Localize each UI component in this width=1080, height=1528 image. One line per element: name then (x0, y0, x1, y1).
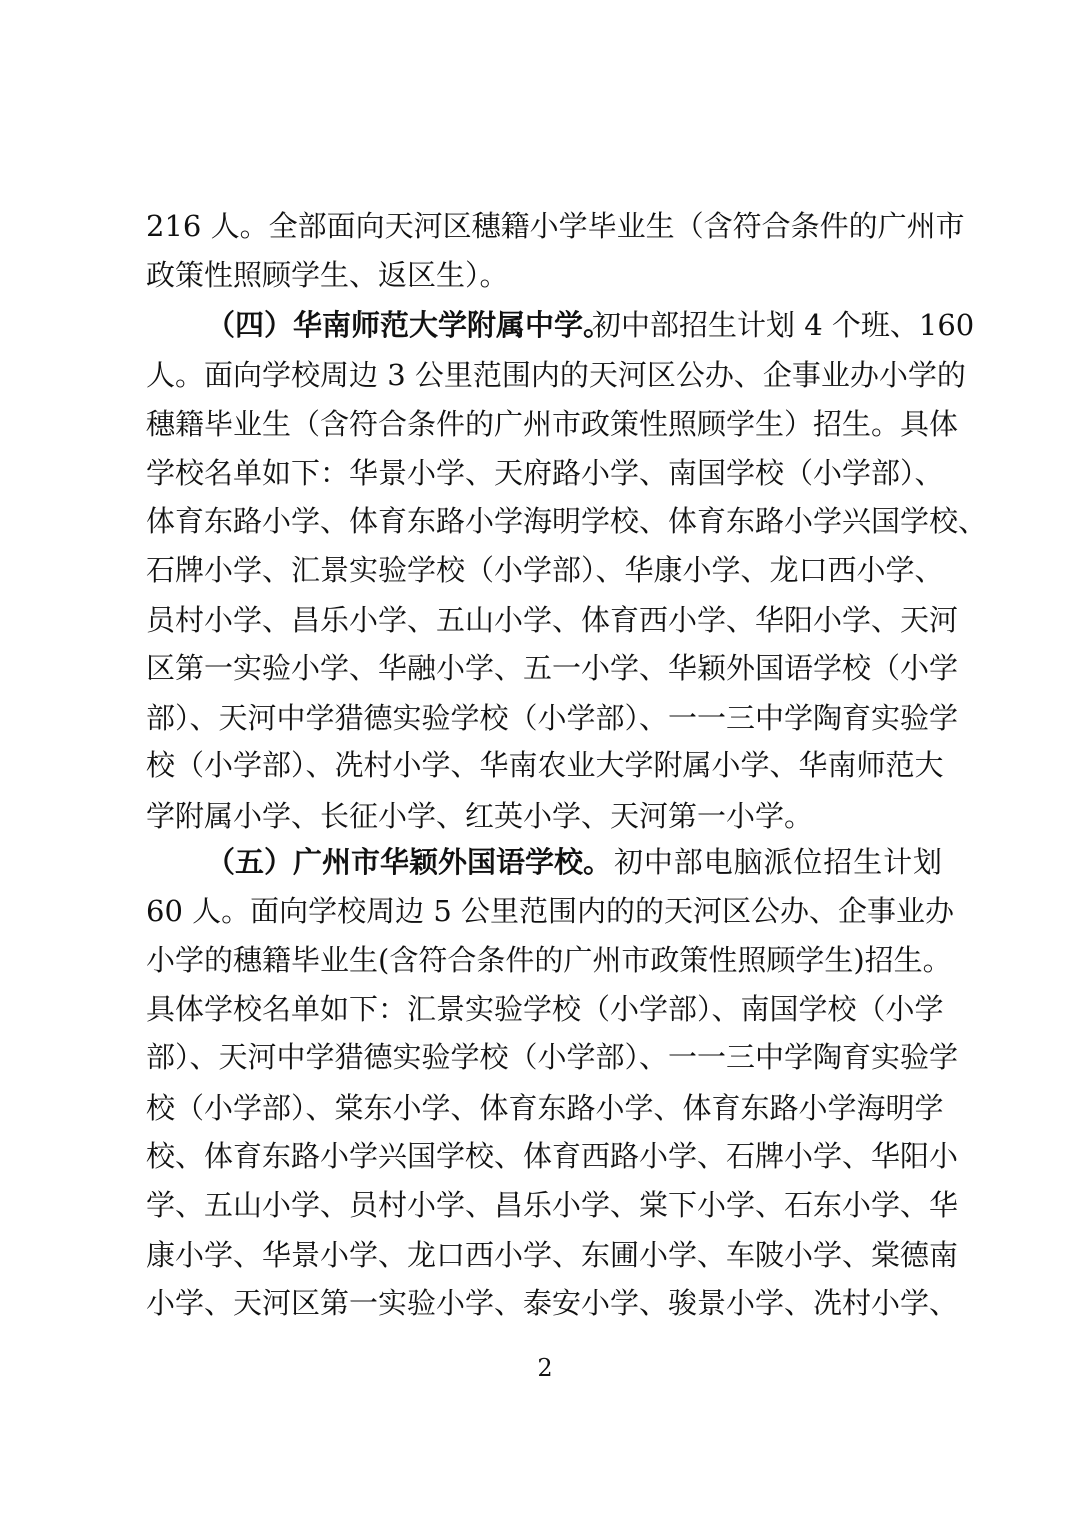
text-line-20 (0, 1132, 1080, 1180)
text-line-8 (0, 546, 1080, 594)
text-line-1 (0, 202, 1080, 250)
text-line-15 (0, 887, 1080, 935)
text-line-18 (0, 1033, 1080, 1081)
text-line-22 (0, 1231, 1080, 1279)
line-text: 校、体育东路小学兴国学校、体育西路小学、石牌小学、华阳小 (146, 1139, 959, 1173)
text-line-12 (0, 741, 1080, 789)
text-line-14 (0, 838, 1080, 886)
line-text: 体育东路小学、体育东路小学海明学校、体育东路小学兴国学校、 (146, 504, 988, 538)
line-text: 石牌小学、汇景实验学校（小学部）、华康小学、龙口西小学、 (146, 553, 944, 587)
text-line-7 (0, 497, 1080, 545)
page-number: 2 (537, 1354, 553, 1382)
line-text: 学附属小学、长征小学、红英小学、天河第一小学。 (146, 799, 814, 833)
text-line-5 (0, 400, 1080, 448)
line-text: 人。面向学校周边 3 公里范围内的天河区公办、企事业办小学的 (146, 358, 966, 392)
text-line-17 (0, 985, 1080, 1033)
text-line-19 (0, 1084, 1080, 1132)
line-text: 校（小学部）、棠东小学、体育东路小学、体育东路小学海明学 (146, 1091, 944, 1125)
line-text: 216 人。全部面向天河区穗籍小学毕业生（含符合条件的广州市 (146, 209, 965, 243)
text-line-11 (0, 694, 1080, 742)
text-line-21 (0, 1181, 1080, 1229)
section-heading-five: （五）广州市华颖外国语学校。 (206, 845, 613, 879)
text-line-13 (0, 792, 1080, 840)
line-text: 学、五山小学、员村小学、昌乐小学、棠下小学、石东小学、华 (146, 1188, 959, 1222)
line-text: 部）、天河中学猎德实验学校（小学部）、一一三中学陶育实验学 (146, 1040, 959, 1074)
line-text: 学校名单如下：华景小学、天府路小学、南国学校（小学部）、 (146, 456, 944, 490)
line-text: 区第一实验小学、华融小学、五一小学、华颖外国语学校（小学 (146, 651, 959, 685)
text-line-9 (0, 596, 1080, 644)
line-text: 校（小学部）、冼村小学、华南农业大学附属小学、华南师范大 (146, 748, 944, 782)
text-line-23 (0, 1279, 1080, 1327)
line-text: 初中部电脑派位招生计划 (614, 845, 942, 879)
text-line-3 (0, 301, 1080, 349)
text-line-6 (0, 449, 1080, 497)
text-line-2 (0, 251, 1080, 299)
text-line-4 (0, 351, 1080, 399)
line-text: 政策性照顾学生、返区生）。 (146, 258, 509, 292)
line-text: 小学的穗籍毕业生(含符合条件的广州市政策性照顾学生)招生。 (146, 943, 952, 977)
section-heading-four: （四）华南师范大学附属中学。 (206, 308, 613, 342)
line-text: 具体学校名单如下：汇景实验学校（小学部）、南国学校（小学 (146, 992, 944, 1026)
text-line-10 (0, 644, 1080, 692)
line-text: 部）、天河中学猎德实验学校（小学部）、一一三中学陶育实验学 (146, 701, 959, 735)
line-text: 康小学、华景小学、龙口西小学、东圃小学、车陂小学、棠德南 (146, 1238, 959, 1272)
line-text: 穗籍毕业生（含符合条件的广州市政策性照顾学生）招生。具体 (146, 407, 959, 441)
line-text: 60 人。面向学校周边 5 公里范围内的的天河区公办、企事业办 (146, 894, 955, 928)
line-text: 初中部招生计划 4 个班、160 (592, 308, 975, 342)
line-text: 小学、天河区第一实验小学、泰安小学、骏景小学、冼村小学、 (146, 1286, 959, 1320)
line-text: 员村小学、昌乐小学、五山小学、体育西小学、华阳小学、天河 (146, 603, 959, 637)
text-line-16 (0, 936, 1080, 984)
